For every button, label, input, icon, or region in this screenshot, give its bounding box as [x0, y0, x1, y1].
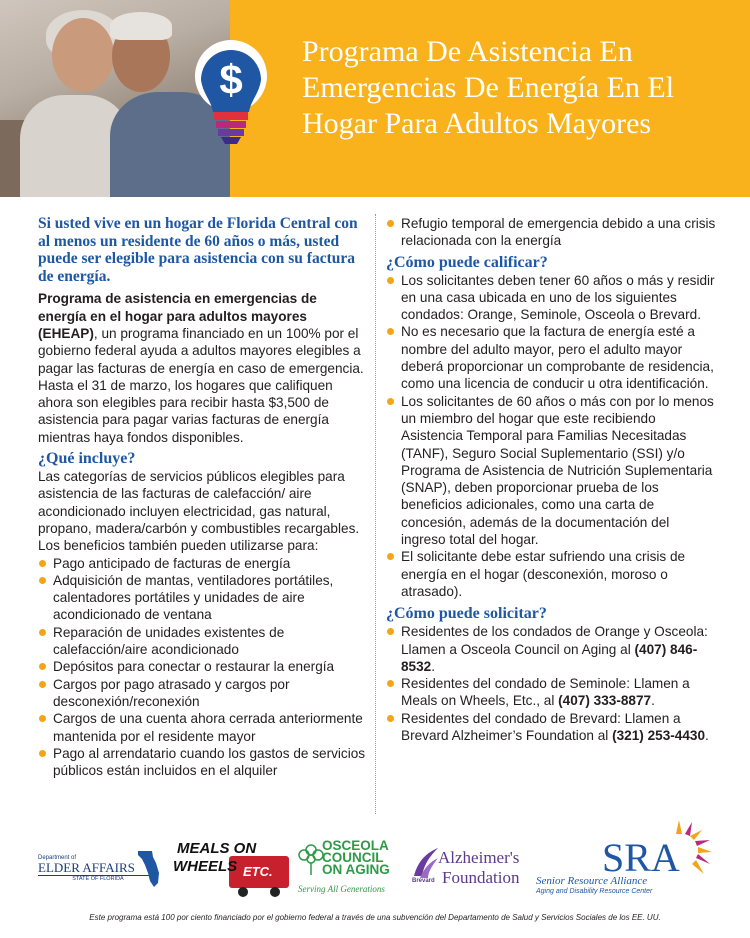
lightbulb-dollar-icon: [187, 38, 275, 148]
list-item: Residentes del condado de Seminole: Llamen a Meals on Wheels, Etc., al (407) 333-8877.: [386, 675, 716, 710]
list-item: Pago anticipado de facturas de energía: [38, 555, 366, 572]
header-banner: [0, 0, 750, 197]
partner-logos: [0, 820, 750, 910]
footer-note: Este programa está 100 por ciento financiado por el gobierno federal a través de una subvención del Departamento de Salud y Servicios Sociales de los EE. UU.: [89, 913, 661, 922]
includes-heading: ¿Qué incluye?: [38, 450, 136, 468]
title-line-2: Emergencias De Energía En El: [302, 71, 675, 104]
list-item: Cargos de una cuenta ahora cerrada anteriormente mantenida por el residente mayor: [38, 710, 366, 745]
list-item: Residentes del condado de Brevard: Llamen a Brevard Alzheimer’s Foundation al (321) 253-4430.: [386, 710, 716, 745]
page-title: [302, 34, 742, 142]
column-divider: [375, 214, 376, 814]
includes-list-continued: [386, 215, 716, 250]
list-item: Reparación de unidades existentes de calefacción/aire acondicionado: [38, 624, 366, 659]
alzheimers-foundation-logo: Alzheimer's Foundation Brevard: [412, 848, 520, 887]
wheels-icon: [233, 886, 287, 898]
apply-text: Residentes del condado de Seminole: Llamen a Meals on Wheels, Etc., al: [401, 676, 690, 709]
list-item: Los solicitantes de 60 años o más con por lo menos un miembro del hogar que este recibiendo Asistencia Temporal para Familias Necesitadas (TANF), Seguro Social Suplementario (SSI) y/o Programa de Asistencia de Nutrición Suplementaria (SNAP), deben proporcionar prueba de los beneficios adicionales, como una carta de concesión, además de la documentación del ingreso total del hogar.: [386, 393, 716, 549]
title-line-3: Hogar Para Adultos Mayores: [302, 107, 652, 140]
list-item: Pago al arrendatario cuando los gastos de servicios públicos están incluidos en el alquiler: [38, 745, 366, 780]
apply-heading: ¿Cómo puede solicitar?: [386, 605, 547, 623]
apply-list: [386, 623, 716, 744]
list-item: Cargos por pago atrasado y cargos por desconexión/reconexión: [38, 676, 366, 711]
lead-paragraph: Si usted vive en un hogar de Florida Central con al menos un residente de 60 años o más, usted puede ser elegible para asistencia con su factura de energía.: [38, 215, 358, 285]
list-item: Adquisición de mantas, ventiladores portátiles, calentadores portátiles y unidades de aire acondicionado de ventana: [38, 572, 366, 624]
apply-text: Residentes de los condados de Orange y Osceola: Llamen a Osceola Council on Aging al: [401, 624, 708, 657]
phone-number[interactable]: (407) 846-8532: [401, 641, 698, 674]
osceola-council-logo: OSCEOLA COUNCIL ON AGING Serving All Generations: [298, 838, 390, 894]
intro-text: , un programa financiado en un 100% por el gobierno federal ayuda a adultos mayores elegibles a pagar las facturas de energía en caso de emergencia. Hasta el 31 de marzo, los hogares que califiquen ahora son elegibles para recibir hasta $3,500 de asistencia para pagar varias facturas de energía mientras haya fondos disponibles.: [38, 325, 364, 445]
dollar-sign: $: [219, 56, 243, 103]
elder-affairs-logo: Department of ELDER AFFAIRS STATE OF FLORIDA: [38, 855, 158, 882]
qualify-heading: ¿Cómo puede calificar?: [386, 253, 548, 271]
florida-map-icon: [138, 849, 160, 889]
apply-text: Residentes del condado de Brevard: Llamen a Brevard Alzheimer’s Foundation al: [401, 710, 681, 744]
list-item: Residentes de los condados de Orange y Osceola: Llamen a Osceola Council on Aging al (407) 846-8532.: [386, 623, 716, 675]
purple-swoosh-icon: [412, 846, 440, 880]
senior-resource-alliance-logo: SRA Senior Resource Alliance Aging and Disability Resource Center: [536, 820, 716, 908]
list-item: El solicitante debe estar sufriendo una crisis de energía en el hogar (desconexión, moroso o atrasado).: [386, 548, 716, 600]
meals-on-wheels-logo: MEALS ON WHEELS ETC.: [173, 840, 291, 900]
left-column: [38, 215, 366, 779]
list-item: Refugio temporal de emergencia debido a una crisis relacionada con la energía: [386, 215, 716, 250]
phone-number[interactable]: (407) 333-8877: [558, 693, 652, 709]
program-name: Programa de asistencia en emergencias de energía en el hogar para adultos mayores (EHEAP): [38, 291, 317, 341]
list-item: Los solicitantes deben tener 60 años o más y residir en una casa ubicada en uno de los siguientes condados: Orange, Seminole, Osceola o Brevard.: [386, 272, 716, 324]
list-item: Depósitos para conectar o restaurar la energía: [38, 658, 366, 675]
phone-number[interactable]: (321) 253-4430: [612, 728, 706, 744]
includes-list: [38, 555, 366, 780]
intro-paragraph: [38, 290, 366, 446]
flower-icon: [298, 842, 324, 876]
qualify-list: [386, 272, 716, 601]
right-column: [386, 215, 716, 744]
title-line-1: Programa De Asistencia En: [302, 35, 633, 68]
list-item: No es necesario que la factura de energía esté a nombre del adulto mayor, pero el adulto mayor deberá proporcionar un comprobante de residencia, como una licencia de conducir u otra identificación.: [386, 323, 716, 392]
includes-paragraph: Las categorías de servicios públicos elegibles para asistencia de las facturas de calefacción/ aire acondicionado incluyen electricidad, gas natural, propano, madera/carbón y combustibles recargables. Los beneficios también pueden utilizarse para:: [38, 469, 360, 554]
